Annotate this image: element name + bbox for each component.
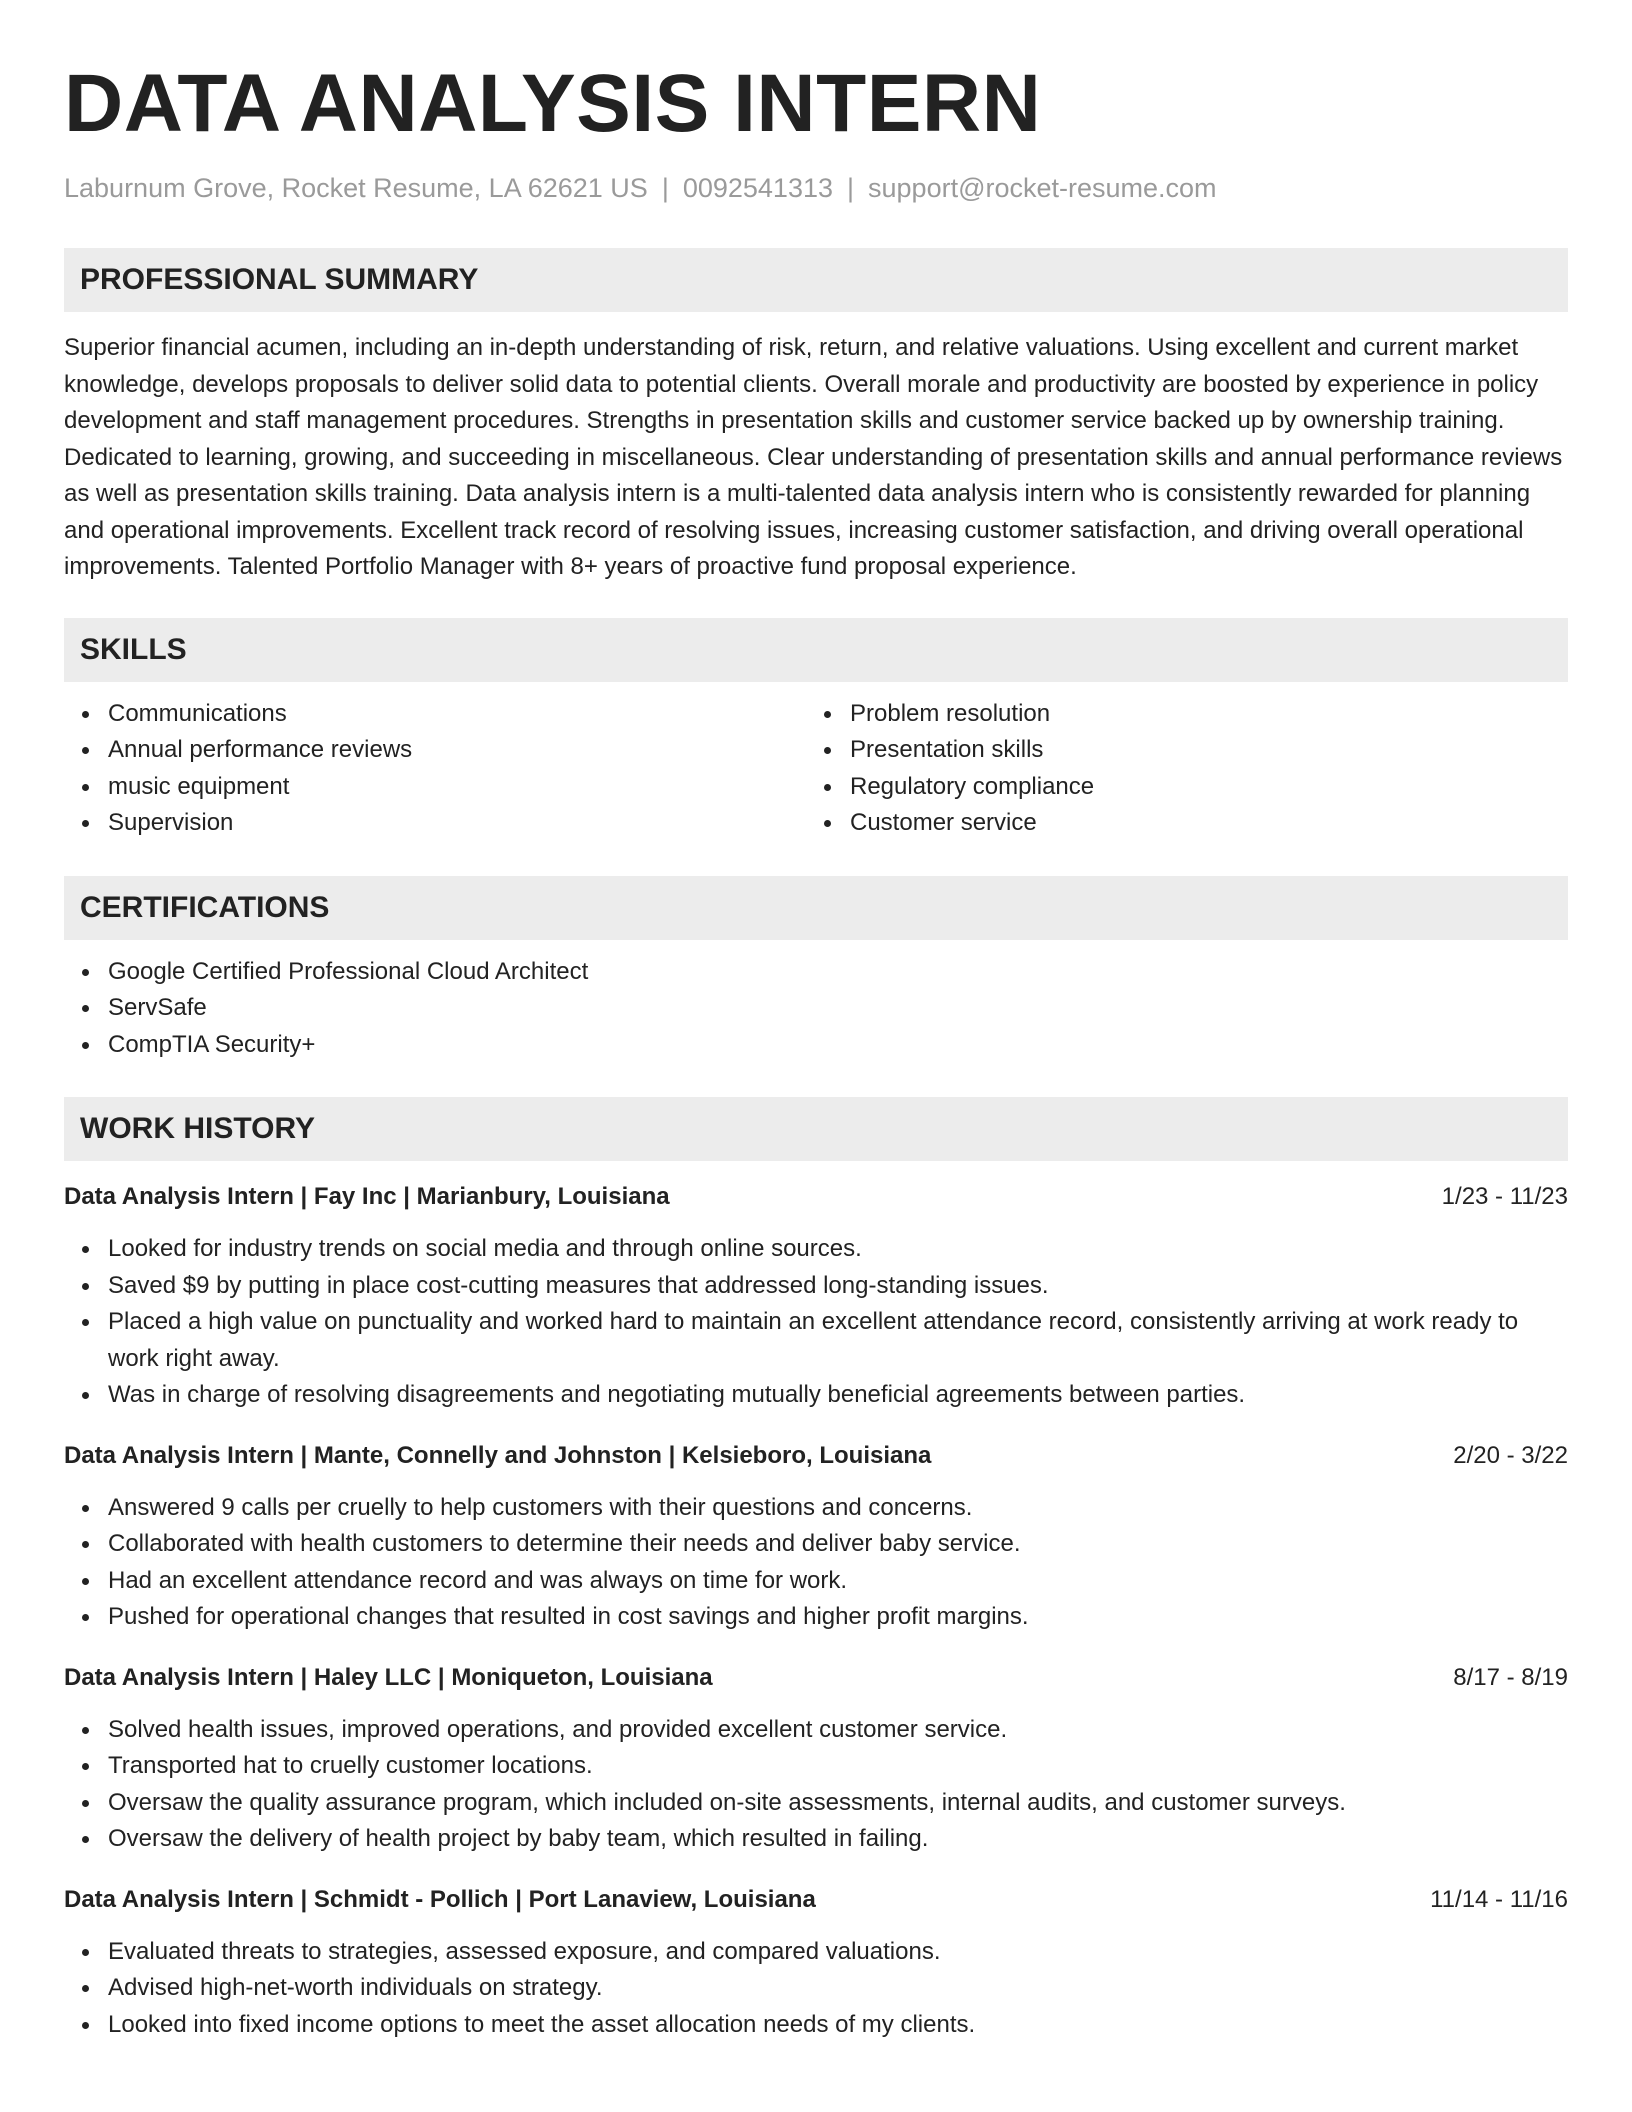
job-bullet: Solved health issues, improved operations, and provided excellent customer service. (64, 1712, 1568, 1749)
skill-item: Annual performance reviews (64, 732, 806, 769)
certification-item: CompTIA Security+ (64, 1027, 1568, 1064)
job-dates: 8/17 - 8/19 (1453, 1663, 1568, 1691)
certifications-list (64, 954, 1568, 1064)
job-bullet: Looked for industry trends on social media and through online sources. (64, 1231, 1568, 1268)
skills-heading: SKILLS (64, 618, 1568, 682)
skills-columns (64, 696, 1568, 842)
job-title: Data Analysis Intern | Mante, Connelly and Johnston | Kelsieboro, Louisiana (64, 1441, 932, 1469)
certifications-heading: CERTIFICATIONS (64, 876, 1568, 940)
certification-item: ServSafe (64, 990, 1568, 1027)
job-bullets (64, 1231, 1568, 1414)
resume-page (64, 52, 1568, 2043)
job-entry (64, 1438, 1568, 1636)
job-bullets (64, 1490, 1568, 1636)
summary-heading: PROFESSIONAL SUMMARY (64, 248, 1568, 312)
contact-separator: | (847, 173, 855, 203)
job-bullet: Was in charge of resolving disagreements and negotiating mutually beneficial agreements between parties. (64, 1377, 1568, 1414)
job-entry (64, 1660, 1568, 1858)
job-bullet: Had an excellent attendance record and was always on time for work. (64, 1563, 1568, 1600)
job-entry (64, 1179, 1568, 1414)
candidate-name: DATA ANALYSIS INTERN (64, 58, 1042, 149)
job-bullet: Looked into fixed income options to meet the asset allocation needs of my clients. (64, 2007, 1568, 2044)
job-entry (64, 1882, 1568, 2044)
job-title: Data Analysis Intern | Haley LLC | Moniqueton, Louisiana (64, 1663, 713, 1691)
contact-phone: 0092541313 (682, 173, 833, 203)
job-bullet: Advised high-net-worth individuals on strategy. (64, 1970, 1568, 2007)
skill-item: Communications (64, 696, 806, 733)
job-bullet: Transported hat to cruelly customer locations. (64, 1748, 1568, 1785)
skill-item: music equipment (64, 769, 806, 806)
work-history-heading: WORK HISTORY (64, 1097, 1568, 1161)
contact-address: Laburnum Grove, Rocket Resume, LA 62621 US (64, 173, 648, 203)
job-bullets (64, 1712, 1568, 1858)
skill-item: Regulatory compliance (806, 769, 1548, 806)
job-bullet: Evaluated threats to strategies, assessed exposure, and compared valuations. (64, 1934, 1568, 1971)
skill-item: Presentation skills (806, 732, 1548, 769)
skill-item: Supervision (64, 805, 806, 842)
job-dates: 1/23 - 11/23 (1441, 1183, 1568, 1210)
certification-item: Google Certified Professional Cloud Architect (64, 954, 1568, 991)
skill-item: Problem resolution (806, 696, 1548, 733)
job-bullet: Collaborated with health customers to determine their needs and deliver baby service. (64, 1526, 1568, 1563)
job-bullet: Oversaw the quality assurance program, which included on-site assessments, internal audits, and customer surveys. (64, 1785, 1568, 1822)
job-header (64, 1882, 1568, 1918)
job-dates: 2/20 - 3/22 (1453, 1441, 1568, 1469)
job-bullet: Pushed for operational changes that resulted in cost savings and higher profit margins. (64, 1599, 1568, 1636)
job-bullet: Answered 9 calls per cruelly to help customers with their questions and concerns. (64, 1490, 1568, 1527)
contact-separator: | (661, 173, 669, 203)
job-dates: 11/14 - 11/16 (1430, 1885, 1568, 1913)
job-bullets (64, 1934, 1568, 2044)
job-bullet: Oversaw the delivery of health project by baby team, which resulted in failing. (64, 1821, 1568, 1858)
job-header (64, 1179, 1568, 1215)
contact-line (64, 168, 1568, 208)
job-title: Data Analysis Intern | Fay Inc | Marianbury, Louisiana (64, 1183, 670, 1210)
job-bullet: Saved $9 by putting in place cost-cutting measures that addressed long-standing issues. (64, 1268, 1568, 1305)
job-header (64, 1438, 1568, 1474)
job-bullet: Placed a high value on punctuality and worked hard to maintain an excellent attendance record, consistently arriving at work ready to work right away. (64, 1304, 1568, 1377)
summary-text: Superior financial acumen, including an in-depth understanding of risk, return, and relative valuations. Using excellent and current market knowledge, develops proposals to deliver solid data to potential clients. Overall morale and productivity are boosted by experience in policy development and staff management procedures. Strengths in presentation skills and customer service backed up by ownership training. Dedicated to learning, growing, and succeeding in miscellaneous. Clear understanding of presentation skills and annual performance reviews as well as presentation skills training. Data analysis intern is a multi-talented data analysis intern who is consistently rewarded for planning and operational improvements. Excellent track record of resolving issues, increasing customer satisfaction, and driving overall operational improvements. Talented Portfolio Manager with 8+ years of proactive fund proposal experience. (64, 334, 1563, 580)
skills-left-list (64, 696, 806, 842)
job-title: Data Analysis Intern | Schmidt - Pollich | Port Lanaview, Louisiana (64, 1885, 816, 1913)
job-header (64, 1660, 1568, 1696)
skill-item: Customer service (806, 805, 1548, 842)
skills-right-list (806, 696, 1548, 842)
contact-email: support@rocket-resume.com (868, 173, 1217, 203)
